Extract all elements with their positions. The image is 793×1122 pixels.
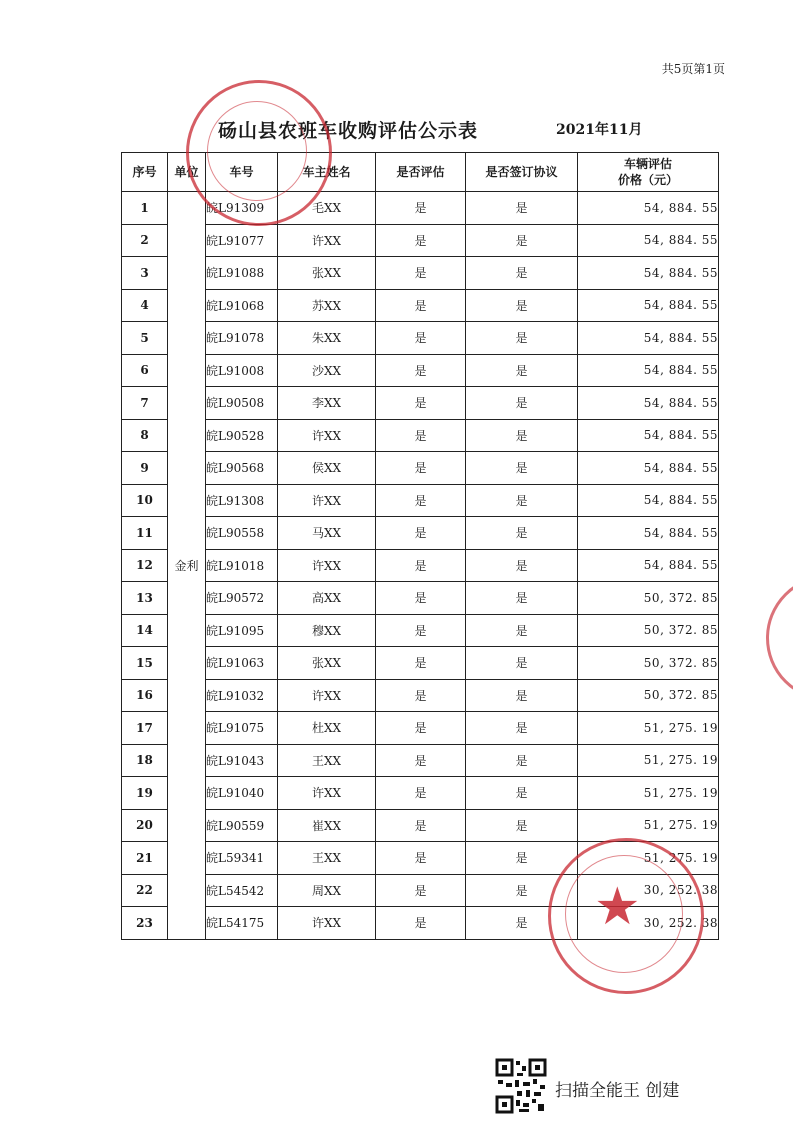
row-seq: 7 — [122, 387, 168, 420]
row-plate: 皖L91043 — [206, 744, 278, 777]
row-plate: 皖L90568 — [206, 452, 278, 485]
row-seq: 15 — [122, 647, 168, 680]
table-row — [122, 809, 719, 842]
row-owner: 许XX — [278, 679, 376, 712]
row-owner: 许XX — [278, 549, 376, 582]
table-row — [122, 712, 719, 745]
table-row — [122, 257, 719, 290]
official-seal-bottom — [548, 838, 704, 994]
table-row — [122, 387, 719, 420]
header-unit: 单位 — [168, 153, 206, 192]
row-plate: 皖L90572 — [206, 582, 278, 615]
row-plate: 皖L91088 — [206, 257, 278, 290]
row-assessed: 是 — [376, 452, 466, 485]
document-date: 2021年11月 — [556, 122, 643, 138]
row-assessed: 是 — [376, 517, 466, 550]
row-seq: 3 — [122, 257, 168, 290]
row-seq: 2 — [122, 224, 168, 257]
row-owner: 毛XX — [278, 192, 376, 225]
row-seq: 20 — [122, 809, 168, 842]
row-assessed: 是 — [376, 322, 466, 355]
row-price: 30, 252. 38 — [578, 874, 719, 907]
row-owner: 侯XX — [278, 452, 376, 485]
row-assessed: 是 — [376, 679, 466, 712]
row-price: 51, 275. 19 — [578, 744, 719, 777]
page-number: 共5页第1页 — [661, 62, 725, 76]
row-assessed: 是 — [376, 744, 466, 777]
row-seq: 10 — [122, 484, 168, 517]
row-signed: 是 — [466, 484, 578, 517]
header-price: 车辆评估 价格（元） — [578, 153, 719, 192]
row-plate: 皖L91008 — [206, 354, 278, 387]
row-owner: 马XX — [278, 517, 376, 550]
row-plate: 皖L91063 — [206, 647, 278, 680]
row-assessed: 是 — [376, 777, 466, 810]
star-icon: ★ — [594, 877, 641, 937]
table-row — [122, 679, 719, 712]
assessment-table — [121, 152, 719, 940]
row-seq: 21 — [122, 842, 168, 875]
row-price: 51, 275. 19 — [578, 842, 719, 875]
row-price: 54, 884. 55 — [578, 484, 719, 517]
table-row — [122, 354, 719, 387]
row-owner: 张XX — [278, 647, 376, 680]
table-row — [122, 647, 719, 680]
row-seq: 19 — [122, 777, 168, 810]
row-signed: 是 — [466, 647, 578, 680]
row-signed: 是 — [466, 744, 578, 777]
table-row — [122, 744, 719, 777]
row-signed: 是 — [466, 679, 578, 712]
row-seq: 22 — [122, 874, 168, 907]
row-price: 54, 884. 55 — [578, 289, 719, 322]
row-assessed: 是 — [376, 712, 466, 745]
row-plate: 皖L90559 — [206, 809, 278, 842]
row-assessed: 是 — [376, 549, 466, 582]
table-row — [122, 452, 719, 485]
row-seq: 1 — [122, 192, 168, 225]
row-price: 30, 252. 38 — [578, 907, 719, 940]
row-price: 50, 372. 85 — [578, 647, 719, 680]
row-signed: 是 — [466, 842, 578, 875]
row-signed: 是 — [466, 322, 578, 355]
row-price: 54, 884. 55 — [578, 387, 719, 420]
table-body — [122, 192, 719, 940]
row-plate: 皖L90558 — [206, 517, 278, 550]
row-assessed: 是 — [376, 874, 466, 907]
row-owner: 许XX — [278, 419, 376, 452]
title-row — [0, 116, 793, 146]
row-signed: 是 — [466, 907, 578, 940]
row-owner: 高XX — [278, 582, 376, 615]
row-owner: 张XX — [278, 257, 376, 290]
official-seal-top — [186, 80, 332, 226]
row-seq: 13 — [122, 582, 168, 615]
row-plate: 皖L91068 — [206, 289, 278, 322]
row-owner: 李XX — [278, 387, 376, 420]
row-price: 51, 275. 19 — [578, 712, 719, 745]
row-seq: 6 — [122, 354, 168, 387]
row-price: 54, 884. 55 — [578, 224, 719, 257]
row-owner: 许XX — [278, 484, 376, 517]
row-price: 50, 372. 85 — [578, 582, 719, 615]
row-assessed: 是 — [376, 647, 466, 680]
row-price: 54, 884. 55 — [578, 452, 719, 485]
row-plate: 皖L91095 — [206, 614, 278, 647]
row-assessed: 是 — [376, 192, 466, 225]
row-signed: 是 — [466, 777, 578, 810]
row-signed: 是 — [466, 354, 578, 387]
row-assessed: 是 — [376, 419, 466, 452]
row-assessed: 是 — [376, 257, 466, 290]
row-owner: 王XX — [278, 744, 376, 777]
row-price: 54, 884. 55 — [578, 517, 719, 550]
row-owner: 许XX — [278, 907, 376, 940]
row-assessed: 是 — [376, 484, 466, 517]
row-seq: 4 — [122, 289, 168, 322]
row-plate: 皖L91032 — [206, 679, 278, 712]
table-row — [122, 614, 719, 647]
row-owner: 沙XX — [278, 354, 376, 387]
table-row — [122, 224, 719, 257]
scanner-app-label: 扫描全能王 创建 — [555, 1081, 680, 1101]
row-price: 51, 275. 19 — [578, 777, 719, 810]
row-owner: 周XX — [278, 874, 376, 907]
row-owner: 王XX — [278, 842, 376, 875]
header-assessed: 是否评估 — [376, 153, 466, 192]
table-row — [122, 289, 719, 322]
row-assessed: 是 — [376, 224, 466, 257]
row-seq: 12 — [122, 549, 168, 582]
row-owner: 崔XX — [278, 809, 376, 842]
row-plate: 皖L91078 — [206, 322, 278, 355]
row-signed: 是 — [466, 192, 578, 225]
row-seq: 14 — [122, 614, 168, 647]
row-price: 54, 884. 55 — [578, 419, 719, 452]
header-owner: 车主姓名 — [278, 153, 376, 192]
row-seq: 11 — [122, 517, 168, 550]
row-assessed: 是 — [376, 809, 466, 842]
table-row — [122, 517, 719, 550]
row-plate: 皖L54175 — [206, 907, 278, 940]
table-row — [122, 777, 719, 810]
row-assessed: 是 — [376, 842, 466, 875]
row-signed: 是 — [466, 419, 578, 452]
unit-cell: 金利 — [168, 192, 206, 940]
row-assessed: 是 — [376, 582, 466, 615]
table-row — [122, 582, 719, 615]
row-assessed: 是 — [376, 614, 466, 647]
row-price: 50, 372. 85 — [578, 679, 719, 712]
header-plate: 车号 — [206, 153, 278, 192]
row-assessed: 是 — [376, 354, 466, 387]
row-signed: 是 — [466, 874, 578, 907]
row-assessed: 是 — [376, 907, 466, 940]
row-signed: 是 — [466, 809, 578, 842]
table-row — [122, 419, 719, 452]
row-plate: 皖L91308 — [206, 484, 278, 517]
row-signed: 是 — [466, 224, 578, 257]
row-price: 50, 372. 85 — [578, 614, 719, 647]
table-row — [122, 549, 719, 582]
header-signed: 是否签订协议 — [466, 153, 578, 192]
row-signed: 是 — [466, 582, 578, 615]
row-plate: 皖L91077 — [206, 224, 278, 257]
row-price: 54, 884. 55 — [578, 192, 719, 225]
row-plate: 皖L59341 — [206, 842, 278, 875]
row-seq: 18 — [122, 744, 168, 777]
row-plate: 皖L91075 — [206, 712, 278, 745]
row-signed: 是 — [466, 289, 578, 322]
row-seq: 23 — [122, 907, 168, 940]
row-signed: 是 — [466, 257, 578, 290]
row-owner: 杜XX — [278, 712, 376, 745]
row-assessed: 是 — [376, 289, 466, 322]
row-assessed: 是 — [376, 387, 466, 420]
table-row — [122, 322, 719, 355]
row-signed: 是 — [466, 549, 578, 582]
row-plate: 皖L91040 — [206, 777, 278, 810]
row-price: 54, 884. 55 — [578, 354, 719, 387]
table-row — [122, 484, 719, 517]
row-seq: 8 — [122, 419, 168, 452]
row-signed: 是 — [466, 452, 578, 485]
row-plate: 皖L90528 — [206, 419, 278, 452]
row-owner: 苏XX — [278, 289, 376, 322]
row-signed: 是 — [466, 614, 578, 647]
header-seq: 序号 — [122, 153, 168, 192]
row-plate: 皖L91309 — [206, 192, 278, 225]
row-seq: 16 — [122, 679, 168, 712]
row-owner: 穆XX — [278, 614, 376, 647]
qr-code-icon — [495, 1058, 547, 1114]
row-signed: 是 — [466, 517, 578, 550]
row-seq: 5 — [122, 322, 168, 355]
document-title: 砀山县农班车收购评估公示表 — [218, 120, 479, 142]
row-price: 54, 884. 55 — [578, 322, 719, 355]
row-plate: 皖L54542 — [206, 874, 278, 907]
row-owner: 朱XX — [278, 322, 376, 355]
row-plate: 皖L90508 — [206, 387, 278, 420]
row-plate: 皖L91018 — [206, 549, 278, 582]
row-signed: 是 — [466, 387, 578, 420]
row-seq: 9 — [122, 452, 168, 485]
row-seq: 17 — [122, 712, 168, 745]
row-price: 54, 884. 55 — [578, 549, 719, 582]
row-signed: 是 — [466, 712, 578, 745]
row-price: 54, 884. 55 — [578, 257, 719, 290]
row-price: 51, 275. 19 — [578, 809, 719, 842]
seal-edge-fragment — [766, 575, 793, 701]
row-owner: 许XX — [278, 224, 376, 257]
row-owner: 许XX — [278, 777, 376, 810]
